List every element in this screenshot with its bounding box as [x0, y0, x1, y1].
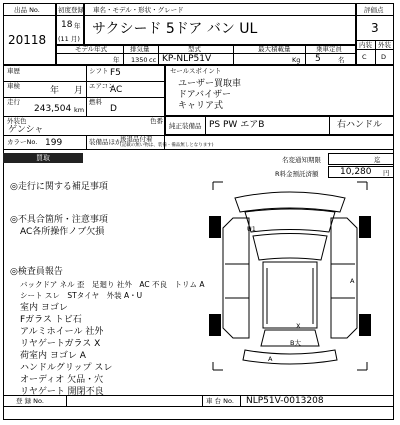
wheel-front-right	[359, 216, 371, 238]
report-line-10: リヤゲート 開閉不良	[20, 387, 104, 397]
divider	[123, 45, 124, 65]
section2-title: ◎不具合箇所・注意事項	[10, 215, 108, 225]
sales-point-3: キャリア式	[178, 101, 224, 111]
windshield-outline	[253, 234, 327, 261]
wheel-front-left	[209, 216, 221, 238]
model-year-unit: 年	[113, 56, 120, 64]
rear-bumper-outline	[243, 350, 337, 364]
footer-box	[3, 395, 394, 407]
diagram-mark-x: X	[296, 322, 301, 330]
mileage-value: 243,504	[34, 104, 72, 114]
divider	[56, 15, 84, 16]
ac-label: エアコン	[89, 82, 115, 90]
maker-label: 装備品ほか	[89, 138, 122, 146]
report-line-4: Fガラス トビ石	[20, 315, 82, 325]
ac-value: AC	[110, 85, 123, 95]
purchase-badge: 買取	[3, 153, 83, 163]
rating-label: 評価点	[364, 6, 384, 14]
diagram-mark-bdai: B大	[290, 339, 301, 347]
section3-title: ◎検査員報告	[10, 267, 63, 277]
divider	[158, 45, 159, 65]
divider	[375, 40, 376, 65]
divider	[3, 97, 165, 98]
color-no-label: 色番	[150, 117, 163, 125]
report-line-3: 室内 ヨゴレ	[20, 303, 68, 313]
maker-note: 後退品付着	[120, 135, 153, 143]
recycle-label: R料金預託済額	[275, 170, 319, 178]
divider	[356, 15, 394, 16]
roof-outline	[263, 262, 317, 328]
lot-number: 20118	[8, 33, 47, 47]
notice-suffix: 迄	[374, 156, 381, 164]
interior-label: 内装	[359, 41, 372, 49]
shift-label: シフト	[89, 67, 109, 75]
report-line-2: シート スレ STタイヤ 外装 A・U	[20, 291, 143, 300]
displacement-value: 1350	[131, 56, 148, 64]
divider	[205, 116, 206, 135]
recycle-unit: 円	[383, 169, 390, 177]
equipment-label: 純正装備品	[169, 122, 202, 130]
divider	[305, 45, 306, 65]
chassis-label: 車 台 No.	[206, 397, 234, 405]
exterior-value: D	[381, 53, 387, 61]
report-line-9: オーディオ 欠品・穴	[20, 375, 104, 385]
capacity-value: 5	[315, 54, 321, 64]
diagram-mark-a: A	[350, 277, 355, 285]
capacity-unit: 名	[338, 56, 345, 64]
steering-value: 右ハンドル	[337, 120, 383, 130]
inspection-year: 年	[50, 86, 60, 96]
divider	[3, 116, 165, 117]
reg-year-unit: 年	[74, 22, 81, 30]
sales-point-2: ドアバイザー	[178, 90, 232, 100]
ext-color-label: 外装色	[7, 117, 27, 125]
lot-label: 出品 No.	[14, 6, 40, 14]
divider	[3, 15, 56, 16]
inspection-label: 車検	[7, 82, 20, 90]
rating-value: 3	[371, 21, 379, 35]
equipment-value: PS PW エアB	[209, 120, 265, 130]
sales-point-label: セールスポイント	[170, 67, 222, 75]
interior-value: C	[362, 53, 367, 61]
shift-value: F5	[110, 68, 121, 78]
fuel-label: 燃料	[89, 98, 102, 106]
divider	[3, 81, 165, 82]
exterior-label: 外装	[378, 41, 391, 49]
report-line-1: バックドア ネル 歪 足廻り 社外 AC 不良 トリム A	[20, 280, 205, 289]
report-line-7: 荷室内 ヨゴレ A	[20, 351, 86, 361]
history-label: 車歴	[7, 67, 20, 75]
max-load-label: 最大積載量	[258, 45, 291, 53]
capacity-label: 乗車定員	[316, 45, 342, 53]
inspection-month: 月	[74, 86, 84, 96]
vehicle-label: 車名・モデル・形状・グレード	[93, 6, 184, 14]
notice-box	[328, 153, 394, 165]
recycle-value: 10,280	[340, 167, 372, 177]
type-label: 型式	[188, 45, 201, 53]
chassis-value: NLP51V-0013208	[246, 396, 324, 406]
maker-subnote: (記載の無い物は、装備・備品無しとなります)	[120, 143, 214, 148]
displacement-label: 排気量	[130, 45, 150, 53]
divider	[240, 395, 241, 407]
divider	[202, 395, 203, 407]
divider	[86, 65, 87, 116]
reg-month: (11 月)	[58, 35, 80, 43]
notice-label: 名変通知期限	[282, 156, 321, 164]
reg-year: 18	[61, 20, 73, 30]
report-line-6: リヤゲートガラス X	[20, 339, 101, 349]
displacement-unit: cc	[149, 56, 157, 64]
diagram-mark-a-rear: A	[268, 355, 273, 363]
mileage-unit: km	[74, 106, 85, 114]
divider	[84, 15, 356, 16]
sales-point-1: ユーザー買取車	[178, 79, 242, 89]
fuel-value: D	[110, 104, 117, 114]
color-code-label: カラーNo.	[7, 138, 38, 146]
section1-title: ◎走行に関する補足事項	[10, 182, 108, 192]
wheel-rear-right	[359, 314, 371, 336]
section2-text: AC各所操作ノブ欠損	[20, 227, 105, 237]
wheel-rear-left	[209, 314, 221, 336]
mileage-label: 走行	[7, 98, 20, 106]
model-year-label: モデル年式	[75, 45, 108, 53]
diagram-mark-u1: U1	[247, 225, 256, 233]
hood-outline	[245, 209, 335, 232]
model-code: KP-NLP51V	[162, 54, 212, 64]
divider	[329, 116, 330, 135]
load-unit: Kg	[292, 56, 301, 64]
vehicle-name: サクシード 5ドア バン UL	[92, 21, 258, 37]
report-line-8: ハンドルグリップ スレ	[20, 363, 113, 373]
divider	[66, 395, 67, 407]
reg-no-label: 登 録 No.	[16, 397, 44, 405]
divider	[233, 45, 234, 65]
divider	[356, 49, 394, 50]
color-code-value: 199	[45, 138, 63, 148]
left-side-outline	[223, 218, 249, 338]
ext-color-value: ゲンシャ	[8, 125, 44, 135]
first-reg-label: 初度登録	[58, 6, 84, 14]
report-line-5: アルミホイール 社外	[20, 327, 104, 337]
